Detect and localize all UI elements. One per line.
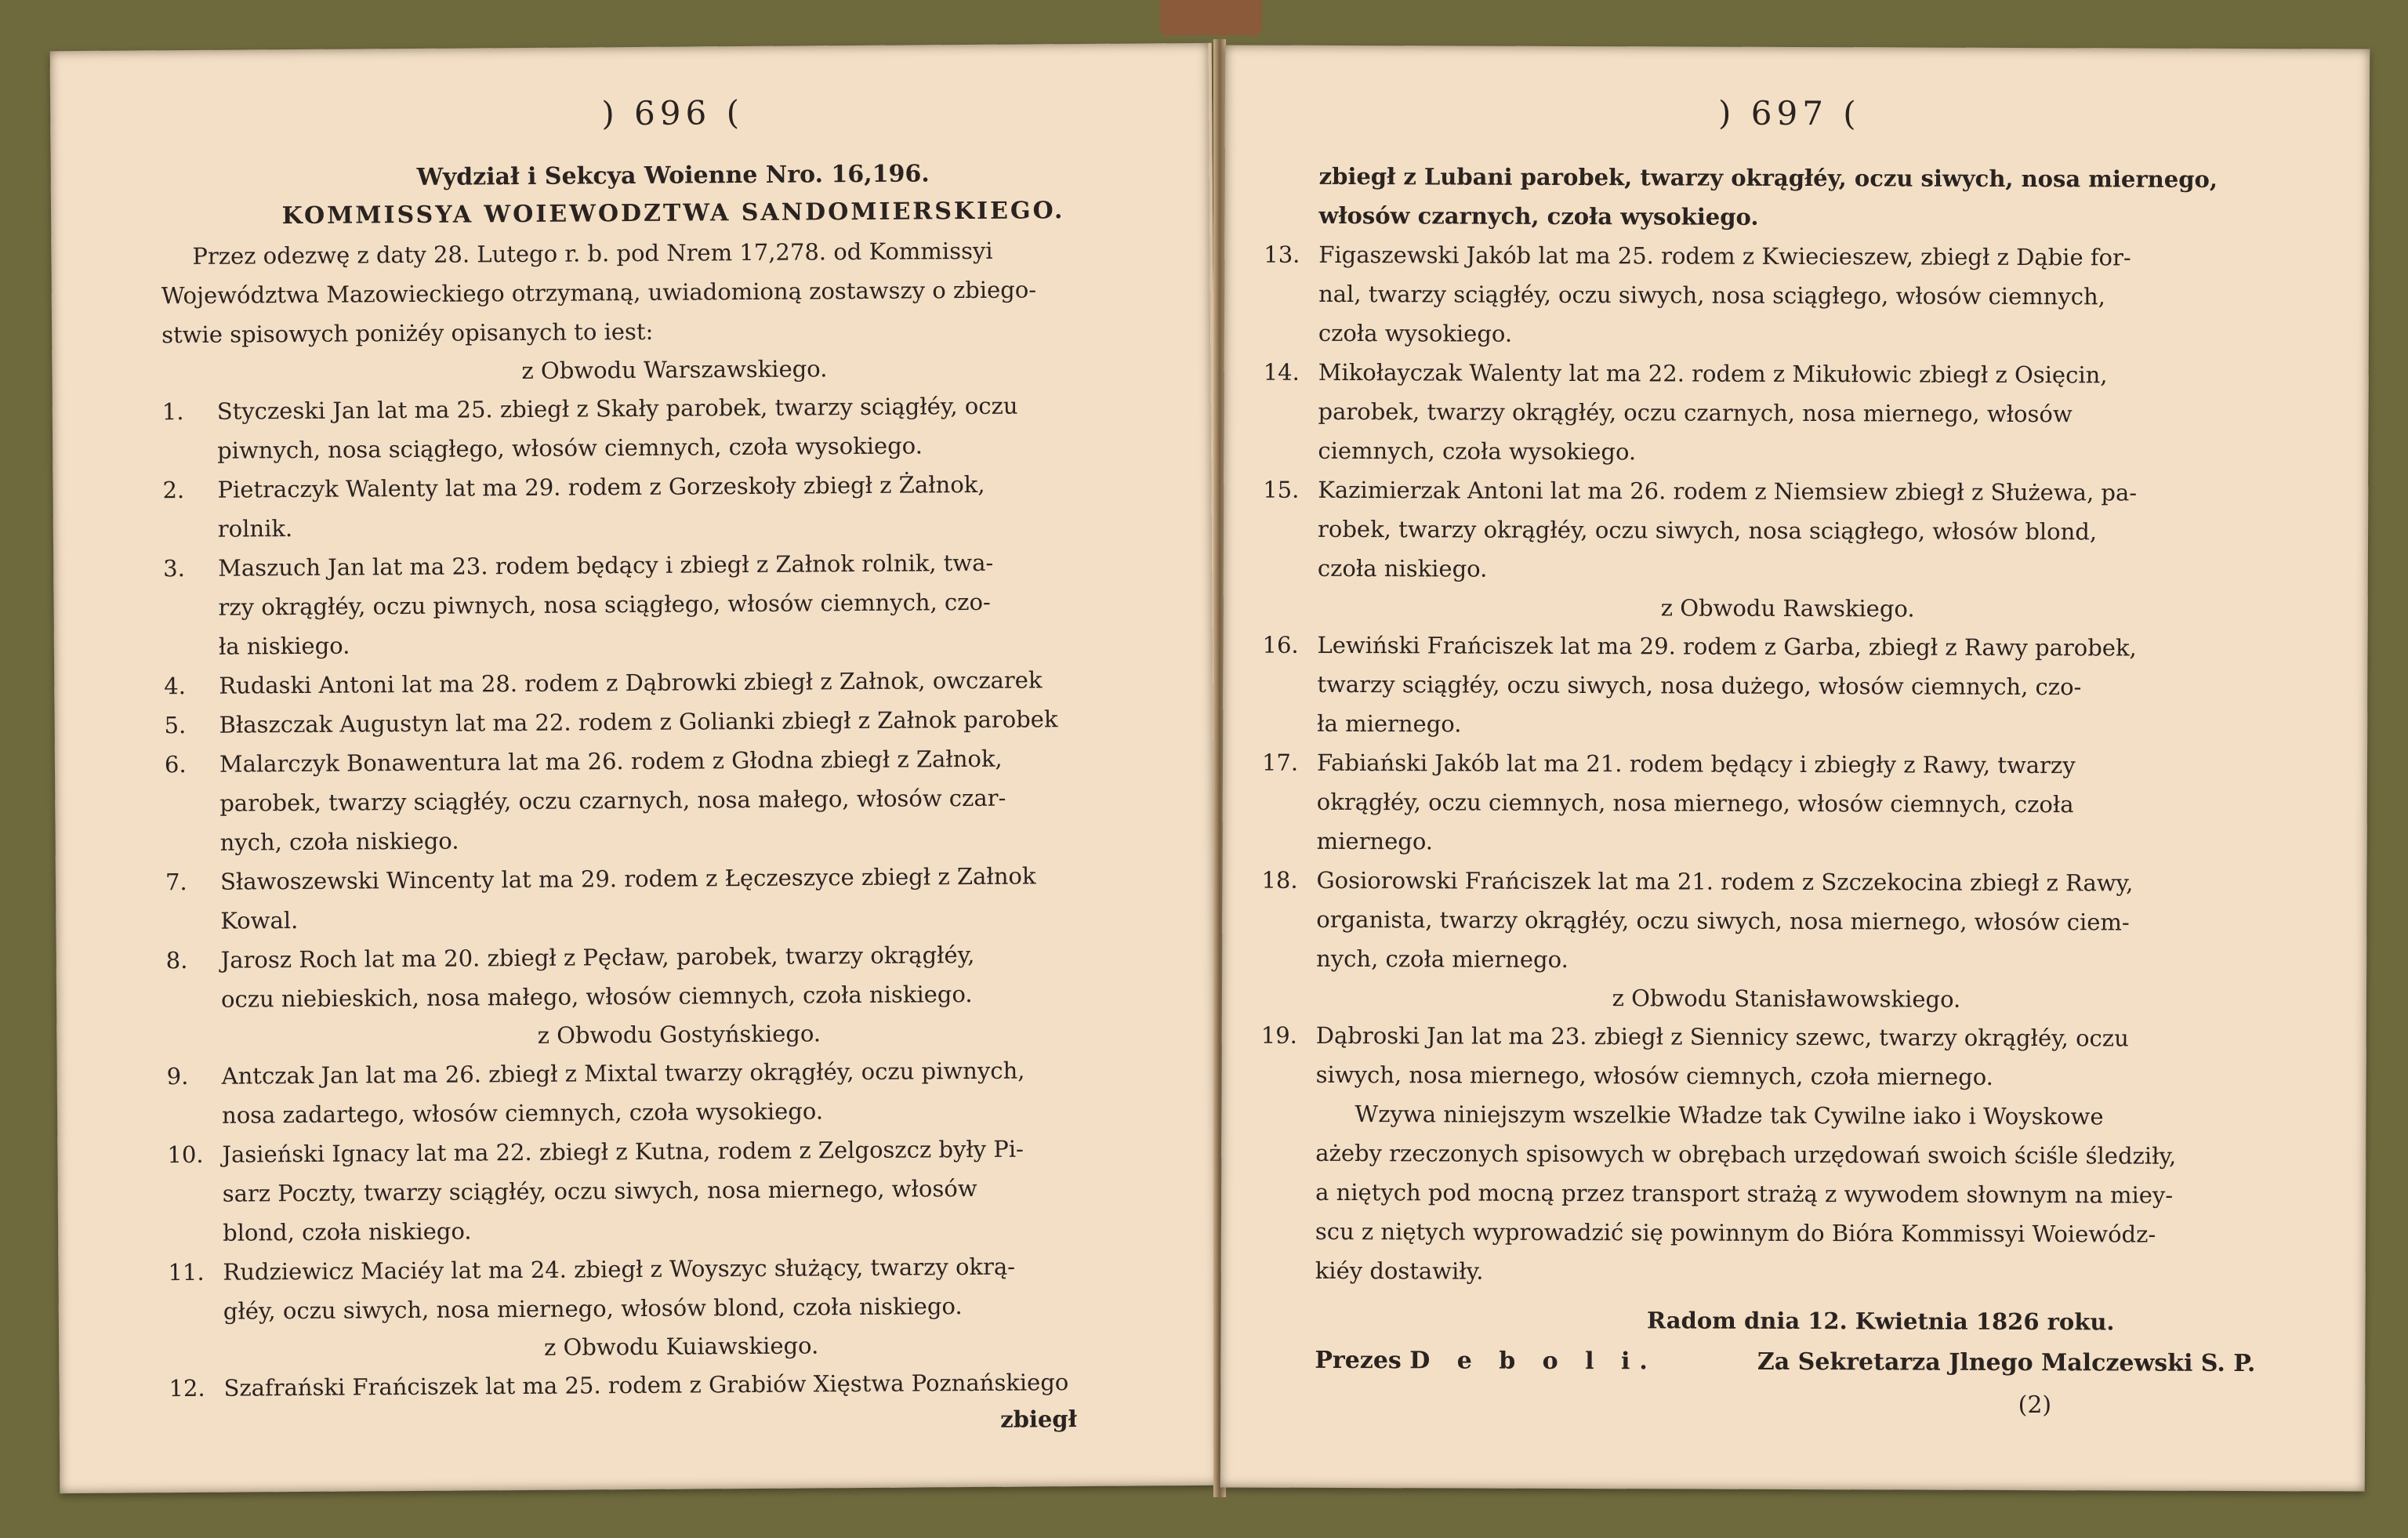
list-item bbox=[162, 385, 1188, 470]
page-number-left: ) 696 ( bbox=[601, 93, 745, 133]
list-item bbox=[165, 738, 1191, 862]
list-item bbox=[163, 542, 1189, 666]
list-item bbox=[162, 463, 1188, 549]
entry-number: 18. bbox=[1261, 866, 1298, 894]
entry-line: Kazimierzak Antoni lat ma 26. rodem z Niemsiew zbiegł z Służewa, pa- bbox=[1318, 476, 2138, 506]
intro-line: stwie spisowych poniżéy opisanych to iest: bbox=[161, 317, 654, 349]
entry-line: Sławoszewski Wincenty lat ma 29. rodem z Łęczeszyce zbiegł z Załnok bbox=[219, 862, 1036, 895]
entry-line: Figaszewski Jakób lat ma 25. rodem z Kwiecieszew, zbiegł z Dąbie for- bbox=[1318, 241, 2131, 271]
appeal-line: scu z niętych wyprowadzić się powinnym do Bióra Kommissyi Woiewódz- bbox=[1315, 1217, 2156, 1248]
entry-number: 11. bbox=[168, 1258, 205, 1286]
entry-number: 4. bbox=[164, 673, 187, 700]
appeal-line: ażeby rzeczonych spisowych w obrębach urzędowań swoich ściśle śledziły, bbox=[1315, 1139, 2177, 1170]
page-number-right: ) 697 ( bbox=[1718, 93, 1861, 133]
sheet-signature-mark: (2) bbox=[2018, 1391, 2052, 1420]
entry-line: ła niskiego. bbox=[218, 632, 350, 660]
department-heading: Wydział i Sekcya Woienne Nro. 16,196. bbox=[416, 160, 930, 191]
continuation-line: zbiegł z Lubani parobek, twarzy okrągłéy, oczu siwych, nosa miernego, bbox=[1318, 162, 2218, 193]
list-item bbox=[167, 1128, 1193, 1253]
entry-number: 8. bbox=[165, 946, 188, 974]
entry-line: Rudziewicz Maciéy lat ma 24. zbiegł z Woyszyc służący, twarzy okrą- bbox=[223, 1253, 1016, 1286]
entry-line: Malarczyk Bonawentura lat ma 26. rodem z Głodna zbiegł z Załnok, bbox=[219, 745, 1003, 778]
book-spread bbox=[55, 24, 2367, 1497]
entry-number: 12. bbox=[169, 1374, 205, 1402]
entry-line: Kowal. bbox=[220, 907, 299, 934]
entry-line: nych, czoła niskiego. bbox=[219, 827, 459, 856]
entry-line: Jarosz Roch lat ma 20. zbiegł z Pęcław, parobek, twarzy okrągłéy, bbox=[220, 941, 975, 974]
continuation-paragraph bbox=[1264, 157, 2314, 239]
entry-line: ciemnych, czoła wysokiego. bbox=[1318, 437, 1637, 466]
commission-heading: KOMMISSYA WOIEWODZTWA SANDOMIERSKIEGO. bbox=[281, 197, 1065, 230]
entry-number: 5. bbox=[164, 712, 187, 739]
entry-line: Mikołayczak Walenty lat ma 22. rodem z Mikułowic zbiegł z Osięcin, bbox=[1318, 358, 2108, 389]
entry-line: ła miernego. bbox=[1317, 709, 1462, 738]
catchword: zbiegł bbox=[1000, 1406, 1077, 1433]
intro-line: Województwa Mazowieckiego otrzymaną, uwiadomioną zostawszy o zbiego- bbox=[161, 276, 1037, 310]
entry-line: okrągłéy, oczu ciemnych, nosa miernego, włosów ciemnych, czoła bbox=[1316, 788, 2074, 818]
president-signature bbox=[1315, 1339, 1657, 1384]
list-item bbox=[1263, 353, 2314, 474]
right-page bbox=[1220, 45, 2370, 1491]
entry-line: oczu niebieskich, nosa małego, włosów ciemnych, czoła niskiego. bbox=[220, 981, 973, 1013]
appeal-line: kiéy dostawiły. bbox=[1315, 1257, 1484, 1285]
entry-line: Styczeski Jan lat ma 25. zbiegł z Skały parobek, twarzy sciągłéy, oczu bbox=[216, 392, 1018, 425]
entry-line: Maszuch Jan lat ma 23. rodem będący i zbiegł z Załnok rolnik, twa- bbox=[218, 549, 994, 582]
entry-line: głéy, oczu siwych, nosa miernego, włosów blond, czoła niskiego. bbox=[223, 1293, 963, 1325]
list-item bbox=[165, 855, 1191, 941]
entry-line: Błaszczak Augustyn lat ma 22. rodem z Golianki zbiegł z Załnok parobek bbox=[219, 706, 1058, 738]
entry-line: nych, czoła miernego. bbox=[1316, 945, 1568, 973]
appeal-line: Wzywa niniejszym wszelkie Władze tak Cywilne iako i Woyskowe bbox=[1354, 1101, 2104, 1130]
entry-line: nal, twarzy sciągłéy, oczu siwych, nosa sciągłego, włosów ciemnych, bbox=[1318, 280, 2105, 310]
entry-line: Gosiorowski Frańciszek lat ma 21. rodem z Szczekocina zbiegł z Rawy, bbox=[1316, 866, 2134, 897]
entry-line: parobek, twarzy okrągłéy, oczu czarnych, nosa miernego, włosów bbox=[1318, 397, 2073, 428]
entry-line: Lewiński Frańciszek lat ma 29. rodem z Garba, zbiegł z Rawy parobek, bbox=[1317, 631, 2137, 662]
entry-number: 1. bbox=[161, 398, 184, 426]
signature-line bbox=[1260, 1339, 2310, 1387]
entry-line: siwych, nosa miernego, włosów ciemnych, czoła miernego. bbox=[1315, 1061, 1993, 1090]
list-item bbox=[1262, 626, 2313, 747]
entry-line: sarz Poczty, twarzy sciągłéy, oczu siwych, nosa miernego, włosów bbox=[222, 1174, 977, 1207]
entry-number: 19. bbox=[1260, 1021, 1297, 1049]
entry-line: organista, twarzy okrągłéy, oczu siwych, nosa miernego, włosów ciem- bbox=[1316, 905, 2130, 936]
entry-line: rolnik. bbox=[217, 515, 293, 542]
president-name: D e b o l i. bbox=[1409, 1347, 1657, 1376]
entry-line: Rudaski Antoni lat ma 28. rodem z Dąbrowki zbiegł z Załnok, owczarek bbox=[219, 666, 1043, 699]
secretary-signature: Za Sekretarza Jlnego Malczewski S. P. bbox=[1757, 1348, 2256, 1378]
entry-line: Pietraczyk Walenty lat ma 29. rodem z Gorzeskoły zbiegł z Żałnok, bbox=[217, 470, 985, 503]
entry-line: Jasieński Ignacy lat ma 22. zbiegł z Kutna, rodem z Zelgoszcz były Pi- bbox=[222, 1135, 1024, 1168]
intro-line: Przez odezwę z daty 28. Lutego r. b. pod Nrem 17,278. od Kommissyi bbox=[192, 237, 993, 270]
list-item bbox=[1261, 1016, 2312, 1098]
left-page-content bbox=[160, 90, 1195, 1461]
entry-number: 9. bbox=[166, 1062, 189, 1090]
intro-paragraph bbox=[161, 230, 1187, 354]
entry-line: Dąbroski Jan lat ma 23. zbiegł z Siennicy szewc, twarzy okrągłéy, oczu bbox=[1315, 1021, 2129, 1052]
entry-line: blond, czoła niskiego. bbox=[223, 1217, 472, 1246]
entry-line: nosa zadartego, włosów ciemnych, czoła wysokiego. bbox=[221, 1097, 824, 1129]
list-item bbox=[169, 1362, 1194, 1408]
entry-number: 16. bbox=[1262, 631, 1299, 658]
entry-line: piwnych, nosa sciągłego, włosów ciemnych, czoła wysokiego. bbox=[217, 432, 923, 464]
entry-number: 7. bbox=[165, 868, 187, 896]
appeal-paragraph bbox=[1260, 1094, 2312, 1294]
right-page-content bbox=[1260, 92, 2315, 1460]
entry-line: Antczak Jan lat ma 26. zbiegł z Mixtal twarzy okrągłéy, oczu piwnych, bbox=[221, 1057, 1025, 1090]
list-item bbox=[167, 1050, 1193, 1135]
entry-number: 6. bbox=[164, 751, 187, 778]
district-heading: z Obwodu Rawskiego. bbox=[1660, 594, 1915, 622]
district-heading: z Obwodu Stanisławowskiego. bbox=[1612, 985, 1961, 1013]
list-item bbox=[1262, 743, 2313, 865]
district-heading: z Obwodu Gostyńskiego. bbox=[537, 1020, 821, 1049]
list-item bbox=[1264, 235, 2315, 357]
list-item bbox=[166, 934, 1192, 1019]
entry-line: twarzy sciągłéy, oczu siwych, nosa dużego, włosów ciemnych, czo- bbox=[1317, 670, 2082, 701]
date-line: Radom dnia 12. Kwietnia 1826 roku. bbox=[1646, 1307, 2115, 1336]
entry-line: Szafrański Frańciszek lat ma 25. rodem z Grabiów Xięstwa Poznańskiego bbox=[223, 1369, 1069, 1402]
entry-line: czoła wysokiego. bbox=[1318, 319, 1513, 347]
left-page bbox=[50, 43, 1222, 1493]
district-heading: z Obwodu Kuiawskiego. bbox=[543, 1332, 819, 1361]
entry-number: 3. bbox=[163, 555, 185, 582]
president-label: Prezes bbox=[1315, 1346, 1402, 1375]
entry-line: robek, twarzy okrągłéy, oczu siwych, nosa sciągłego, włosów blond, bbox=[1318, 515, 2098, 546]
list-item bbox=[1261, 861, 2312, 982]
list-item bbox=[164, 698, 1189, 745]
entry-number: 10. bbox=[167, 1141, 204, 1169]
entry-line: miernego. bbox=[1316, 827, 1434, 855]
list-item bbox=[164, 659, 1189, 706]
entry-line: parobek, twarzy sciągłéy, oczu czarnych, nosa małego, włosów czar- bbox=[219, 784, 1006, 817]
entry-line: czoła niskiego. bbox=[1317, 554, 1488, 582]
entry-line: Fabiański Jakób lat ma 21. rodem będący i zbiegły z Rawy, twarzy bbox=[1316, 749, 2076, 779]
district-heading: z Obwodu Warszawskiego. bbox=[521, 355, 828, 385]
entry-number: 15. bbox=[1263, 476, 1300, 503]
list-item bbox=[168, 1246, 1194, 1331]
entry-number: 17. bbox=[1261, 749, 1299, 776]
appeal-line: a niętych pod mocną przez transport strażą z wywodem słownym na miey- bbox=[1315, 1178, 2174, 1209]
entry-number: 14. bbox=[1263, 358, 1300, 386]
list-item bbox=[1263, 470, 2314, 592]
entry-line: rzy okrągłéy, oczu piwnych, nosa sciągłego, włosów ciemnych, czo- bbox=[218, 588, 991, 621]
continuation-line: włosów czarnych, czoła wysokiego. bbox=[1318, 201, 1759, 230]
entry-number: 13. bbox=[1264, 241, 1300, 268]
entry-number: 2. bbox=[162, 477, 185, 504]
